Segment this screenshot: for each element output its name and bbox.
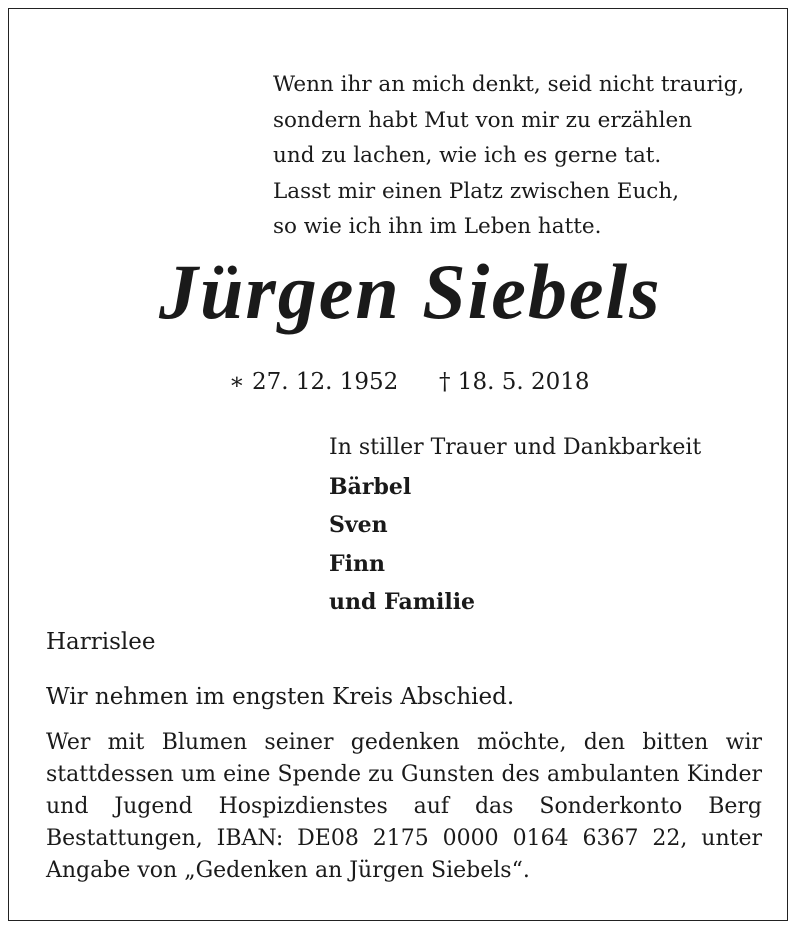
poem-line: sondern habt Mut von mir zu erzählen bbox=[273, 107, 693, 133]
mourners-block bbox=[329, 429, 701, 622]
farewell-note: Wir nehmen im engsten Kreis Abschied. bbox=[46, 684, 515, 710]
obituary-notice bbox=[8, 8, 788, 921]
death-date: † 18. 5. 2018 bbox=[439, 369, 590, 395]
poem-line: so wie ich ihn im Leben hatte. bbox=[273, 214, 602, 239]
mourner-name: und Familie bbox=[329, 589, 476, 615]
memorial-poem bbox=[273, 67, 744, 245]
place-name: Harrislee bbox=[46, 629, 156, 655]
birth-date: ∗ 27. 12. 1952 bbox=[229, 369, 399, 395]
poem-line: Lasst mir einen Platz zwischen Euch, bbox=[273, 178, 680, 204]
mourners-intro: In stiller Trauer und Dankbarkeit bbox=[329, 435, 702, 460]
poem-line: und zu lachen, wie ich es gerne tat. bbox=[273, 143, 662, 168]
poem-line: Wenn ihr an mich denkt, seid nicht traurig, bbox=[273, 72, 745, 97]
donation-request: Wer mit Blumen seiner gedenken möchte, den bitten wir stattdessen um eine Spende zu Gunsten des ambulanten Kinder und Jugend Hospizdienstes auf das Sonderkonto Berg Bestattungen, IBAN: DE08 2175 0000 0164 6367 22, unter Angabe von „Gedenken an Jürgen Siebels“. bbox=[46, 730, 762, 883]
deceased-name: Jürgen Siebels bbox=[159, 248, 662, 335]
mourner-name: Bärbel bbox=[329, 473, 412, 500]
mourner-name: Finn bbox=[329, 550, 385, 577]
mourner-name: Sven bbox=[329, 512, 388, 538]
